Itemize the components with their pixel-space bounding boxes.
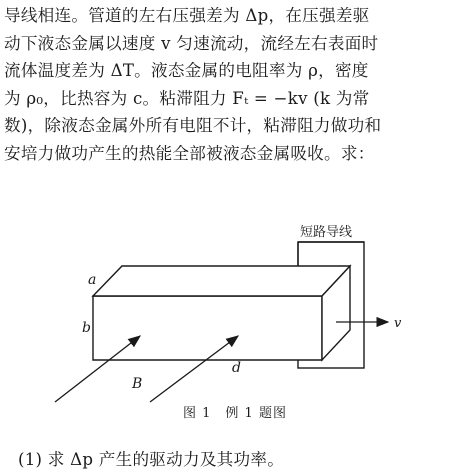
paragraph-line-4: 为 ρ₀，比热容为 c。粘滞阻力 Fₜ = −kv (k 为常: [4, 88, 370, 108]
figure-caption: 图 1 例 1 题图: [183, 406, 287, 421]
pipe-diagram: [0, 224, 470, 404]
pipe-front-face: [93, 296, 322, 360]
pipe-top-face: [93, 266, 350, 296]
label-B: B: [132, 376, 143, 392]
paragraph-line-3: 流体温度差为 ΔT。液态金属的电阻率为 ρ，密度: [4, 61, 369, 81]
paragraph-line-1: 导线相连。管道的左右压强差为 Δp，在压强差驱: [4, 6, 370, 25]
label-a: a: [88, 272, 97, 288]
paragraph-line-5: 数)，除液态金属外所有电阻不计，粘滞阻力做功和: [4, 116, 382, 136]
paragraph-line-6: 安培力做功产生的热能全部被液态金属吸收。求：: [4, 143, 375, 163]
label-v: v: [394, 316, 402, 331]
question-1: (1) 求 Δp 产生的驱动力及其功率。: [18, 450, 285, 469]
label-short-wire: 短路导线: [300, 225, 353, 240]
label-d: d: [232, 360, 241, 376]
label-b: b: [82, 320, 91, 336]
figure-1: [0, 224, 470, 424]
problem-paragraph: [4, 2, 466, 168]
paragraph-line-2: 动下液态金属以速度 v 匀速流动，流经左右表面时: [4, 33, 379, 53]
